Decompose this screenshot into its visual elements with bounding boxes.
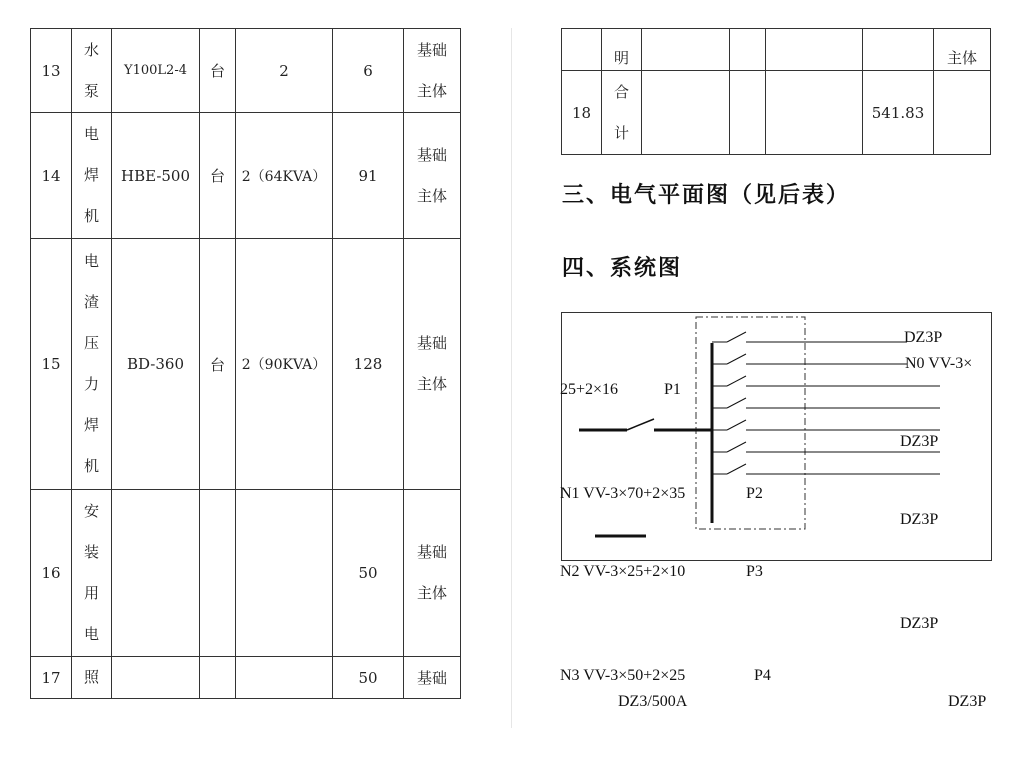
quantity-cell <box>236 657 333 699</box>
row-number: 13 <box>31 29 72 113</box>
power-cell: 6 <box>333 29 404 113</box>
equipment-name: 明 <box>602 29 642 71</box>
label-n3: N3 VV-3×50+2×25 <box>560 667 686 684</box>
equipment-table-continued <box>561 28 991 155</box>
quantity-cell <box>766 71 863 155</box>
power-cell: 50 <box>333 657 404 699</box>
equipment-model: Y100L2-4 <box>112 29 200 113</box>
label-p2: P2 <box>746 485 763 502</box>
equipment-model <box>642 29 730 71</box>
stage-cell: 基础 主体 <box>404 113 461 239</box>
quantity-cell: 2 <box>236 29 333 113</box>
power-cell: 541.83 <box>863 71 934 155</box>
unit-cell: 台 <box>200 113 236 239</box>
stage-cell <box>934 71 991 155</box>
equipment-model <box>112 657 200 699</box>
unit-cell <box>200 490 236 657</box>
stage-cell: 基础 主体 <box>404 29 461 113</box>
power-cell <box>863 29 934 71</box>
power-cell: 91 <box>333 113 404 239</box>
quantity-cell: 2（64KVA） <box>236 113 333 239</box>
label-p3: P3 <box>746 563 763 580</box>
table-row <box>31 113 461 239</box>
label-main-breaker: DZ3/500A <box>618 693 688 710</box>
equipment-name: 电 渣 压 力 焊 机 <box>72 239 112 490</box>
label-incoming-cable: 25+2×16 <box>560 381 619 398</box>
quantity-cell: 2（90KVA） <box>236 239 333 490</box>
row-number: 18 <box>562 71 602 155</box>
equipment-name: 安 装 用 电 <box>72 490 112 657</box>
equipment-name: 合 计 <box>602 71 642 155</box>
stage-cell: 基础 主体 <box>404 490 461 657</box>
equipment-name: 电 焊 机 <box>72 113 112 239</box>
row-number: 16 <box>31 490 72 657</box>
label-dz-2: DZ3P <box>900 433 939 450</box>
equipment-table <box>30 28 461 699</box>
power-cell: 50 <box>333 490 404 657</box>
label-p4: P4 <box>754 667 771 684</box>
label-dz-top: DZ3P <box>904 329 943 346</box>
table-row <box>562 29 991 71</box>
stage-cell: 基础 <box>404 657 461 699</box>
table-row <box>562 71 991 155</box>
row-number: 14 <box>31 113 72 239</box>
label-dz-4: DZ3P <box>900 615 939 632</box>
row-number: 15 <box>31 239 72 490</box>
table-row <box>31 29 461 113</box>
label-dz-5: DZ3P <box>948 693 987 710</box>
section-heading-electrical-plan: 三、电气平面图（见后表） <box>562 183 851 208</box>
unit-cell: 台 <box>200 29 236 113</box>
unit-cell <box>730 71 766 155</box>
label-p1: P1 <box>664 381 681 398</box>
equipment-name: 照 <box>72 657 112 699</box>
stage-cell: 基础 主体 <box>404 239 461 490</box>
table-row <box>31 490 461 657</box>
equipment-model <box>112 490 200 657</box>
equipment-name: 水 泵 <box>72 29 112 113</box>
equipment-model <box>642 71 730 155</box>
unit-cell <box>200 657 236 699</box>
quantity-cell <box>766 29 863 71</box>
label-dz-3: DZ3P <box>900 511 939 528</box>
unit-cell <box>730 29 766 71</box>
label-n2: N2 VV-3×25+2×10 <box>560 563 686 580</box>
section-heading-system-diagram: 四、系统图 <box>562 256 683 281</box>
table-row <box>31 239 461 490</box>
row-number <box>562 29 602 71</box>
power-cell: 128 <box>333 239 404 490</box>
equipment-model: BD-360 <box>112 239 200 490</box>
row-number: 17 <box>31 657 72 699</box>
quantity-cell <box>236 490 333 657</box>
label-n0: N0 VV-3× <box>905 355 973 372</box>
feeder-branches <box>712 332 940 474</box>
equipment-model: HBE-500 <box>112 113 200 239</box>
stage-cell: 主体 <box>934 29 991 71</box>
page-divider <box>511 28 512 728</box>
table-row <box>31 657 461 699</box>
label-n1: N1 VV-3×70+2×35 <box>560 485 686 502</box>
main-switch-contact <box>627 419 654 430</box>
unit-cell: 台 <box>200 239 236 490</box>
